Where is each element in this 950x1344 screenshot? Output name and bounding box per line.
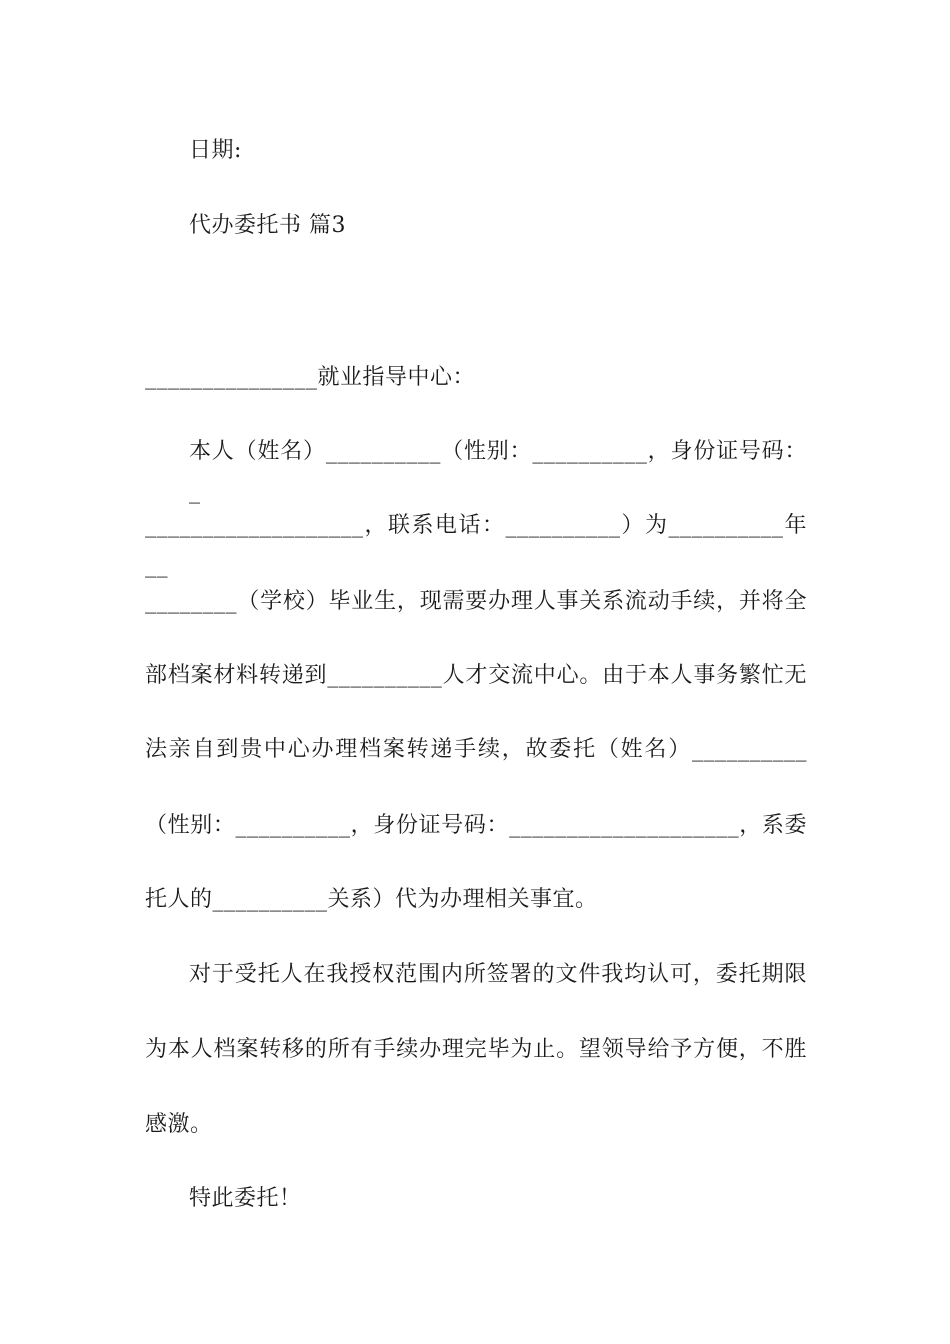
- body-line-8: 对于受托人在我授权范围内所签署的文件我均认可，委托期限: [189, 962, 807, 987]
- body-line-2: ___________________，联系电话：__________）为__________年__: [145, 513, 807, 578]
- addressee-line: _______________就业指导中心：: [145, 365, 476, 390]
- section-title: 代办委托书 篇3: [189, 213, 346, 238]
- body-line-6: （性别：__________，身份证号码：____________________，系委: [145, 813, 807, 838]
- body-line-3: ________（学校）毕业生，现需要办理人事关系流动手续，并将全: [145, 589, 807, 614]
- body-line-4: 部档案材料转递到__________人才交流中心。由于本人事务繁忙无: [145, 663, 807, 688]
- body-line-9: 为本人档案转移的所有手续办理完毕为止。望领导给予方便，不胜: [145, 1037, 807, 1062]
- body-line-7: 托人的__________关系）代为办理相关事宜。: [145, 887, 598, 912]
- closing-line: 特此委托！: [189, 1186, 302, 1211]
- date-label: 日期:: [189, 138, 242, 163]
- body-line-5: 法亲自到贵中心办理档案转递手续，故委托（姓名）__________: [145, 737, 807, 762]
- body-line-1: 本人（姓名）__________（性别：__________，身份证号码：_: [189, 439, 807, 504]
- body-line-10: 感激。: [145, 1112, 213, 1137]
